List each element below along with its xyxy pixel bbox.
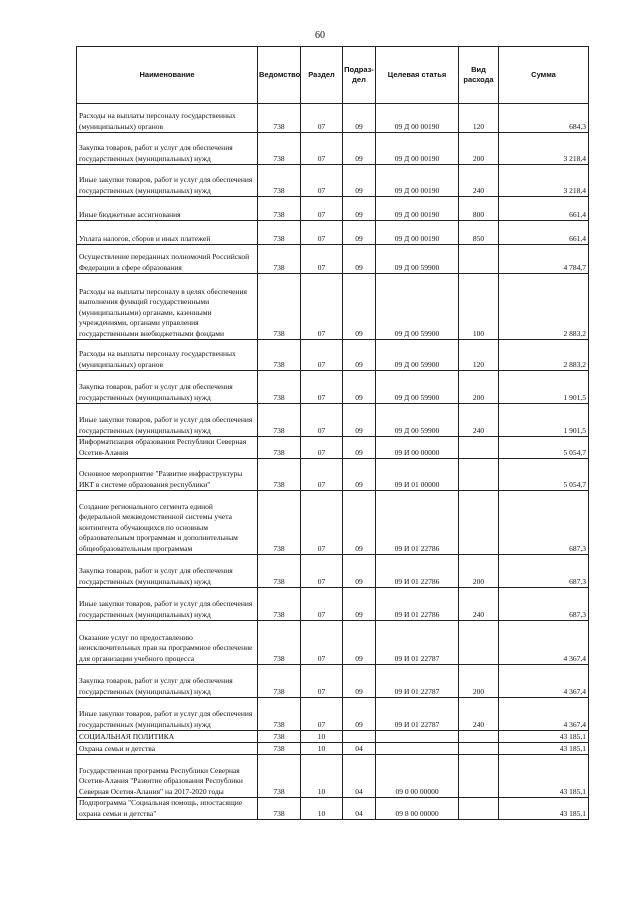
table-row bbox=[77, 437, 589, 459]
table-row bbox=[77, 104, 589, 133]
cell-podrazdel: 09 bbox=[343, 104, 376, 133]
cell-summa: 684,3 bbox=[499, 104, 589, 133]
cell-vedomstvo: 738 bbox=[258, 165, 301, 197]
budget-table bbox=[76, 46, 589, 820]
cell-summa: 687,3 bbox=[499, 491, 589, 555]
cell-vid bbox=[459, 245, 499, 274]
cell-name: Основное мероприятие "Развитие инфраструктуры ИКТ в системе образования республики" bbox=[77, 459, 258, 491]
cell-vedomstvo: 738 bbox=[258, 743, 301, 755]
cell-razdel: 07 bbox=[301, 245, 343, 274]
cell-celevaya: 09 И 01 22786 bbox=[376, 555, 459, 588]
table-row bbox=[77, 221, 589, 245]
cell-summa: 43 185,1 bbox=[499, 755, 589, 798]
cell-name: Расходы на выплаты персоналу государственных (муниципальных) органов bbox=[77, 340, 258, 371]
cell-vedomstvo: 738 bbox=[258, 274, 301, 340]
header-podrazdel: Подраз- дел bbox=[343, 47, 376, 104]
table-row bbox=[77, 588, 589, 621]
cell-celevaya: 09 Д 00 00190 bbox=[376, 133, 459, 165]
cell-vid bbox=[459, 491, 499, 555]
cell-summa: 43 185,1 bbox=[499, 731, 589, 743]
cell-celevaya: 09 Д 00 00190 bbox=[376, 104, 459, 133]
cell-podrazdel: 09 bbox=[343, 221, 376, 245]
cell-summa: 5 054,7 bbox=[499, 459, 589, 491]
cell-vedomstvo: 738 bbox=[258, 555, 301, 588]
cell-celevaya: 09 Д 00 00190 bbox=[376, 197, 459, 221]
cell-name: Расходы на выплаты персоналу государственных (муниципальных) органов bbox=[77, 104, 258, 133]
cell-vid: 200 bbox=[459, 555, 499, 588]
cell-name: Оказание услуг по предоставлению неисключительных прав на программное обеспечение для организации учебного процесса bbox=[77, 621, 258, 665]
cell-celevaya: 09 И 01 22786 bbox=[376, 588, 459, 621]
cell-vid: 240 bbox=[459, 404, 499, 437]
cell-vedomstvo: 738 bbox=[258, 731, 301, 743]
table-row bbox=[77, 340, 589, 371]
cell-name: СОЦИАЛЬНАЯ ПОЛИТИКА bbox=[77, 731, 258, 743]
cell-summa: 2 883,2 bbox=[499, 340, 589, 371]
cell-vid: 120 bbox=[459, 340, 499, 371]
table-row bbox=[77, 621, 589, 665]
table-row bbox=[77, 755, 589, 798]
table-row bbox=[77, 197, 589, 221]
cell-summa: 3 218,4 bbox=[499, 133, 589, 165]
cell-vid: 240 bbox=[459, 698, 499, 731]
cell-podrazdel: 09 bbox=[343, 555, 376, 588]
cell-name: Иные закупки товаров, работ и услуг для обеспечения государственных (муниципальных) нужд bbox=[77, 404, 258, 437]
cell-vedomstvo: 738 bbox=[258, 340, 301, 371]
cell-celevaya: 09 И 01 22787 bbox=[376, 621, 459, 665]
cell-summa: 687,3 bbox=[499, 555, 589, 588]
cell-name: Закупка товаров, работ и услуг для обеспечения государственных (муниципальных) нужд bbox=[77, 555, 258, 588]
cell-vedomstvo: 738 bbox=[258, 698, 301, 731]
cell-summa: 4 784,7 bbox=[499, 245, 589, 274]
cell-celevaya: 09 Д 00 59900 bbox=[376, 404, 459, 437]
cell-celevaya bbox=[376, 731, 459, 743]
cell-celevaya: 09 И 01 22787 bbox=[376, 665, 459, 698]
cell-vedomstvo: 738 bbox=[258, 621, 301, 665]
cell-vid: 120 bbox=[459, 104, 499, 133]
cell-podrazdel: 09 bbox=[343, 588, 376, 621]
cell-summa: 1 901,5 bbox=[499, 371, 589, 404]
table-row bbox=[77, 404, 589, 437]
cell-vid: 240 bbox=[459, 588, 499, 621]
cell-razdel: 07 bbox=[301, 165, 343, 197]
cell-celevaya: 09 И 01 22786 bbox=[376, 491, 459, 555]
cell-summa: 1 901,5 bbox=[499, 404, 589, 437]
cell-razdel: 10 bbox=[301, 731, 343, 743]
cell-vedomstvo: 738 bbox=[258, 371, 301, 404]
cell-razdel: 07 bbox=[301, 621, 343, 665]
cell-summa: 2 883,2 bbox=[499, 274, 589, 340]
cell-celevaya: 09 Д 00 59900 bbox=[376, 274, 459, 340]
cell-vedomstvo: 738 bbox=[258, 459, 301, 491]
cell-name: Информатизация образования Республики Северная Осетия-Алания bbox=[77, 437, 258, 459]
cell-razdel: 07 bbox=[301, 459, 343, 491]
cell-razdel: 07 bbox=[301, 404, 343, 437]
cell-vid: 850 bbox=[459, 221, 499, 245]
table-row bbox=[77, 274, 589, 340]
cell-summa: 661,4 bbox=[499, 221, 589, 245]
table-row bbox=[77, 731, 589, 743]
cell-razdel: 07 bbox=[301, 665, 343, 698]
cell-vid: 200 bbox=[459, 133, 499, 165]
cell-razdel: 07 bbox=[301, 588, 343, 621]
cell-razdel: 07 bbox=[301, 221, 343, 245]
header-razdel: Раздел bbox=[301, 47, 343, 104]
cell-celevaya: 09 Д 00 59900 bbox=[376, 245, 459, 274]
cell-podrazdel: 09 bbox=[343, 404, 376, 437]
cell-summa: 43 185,1 bbox=[499, 798, 589, 820]
cell-name: Иные закупки товаров, работ и услуг для обеспечения государственных (муниципальных) нужд bbox=[77, 165, 258, 197]
cell-vid: 800 bbox=[459, 197, 499, 221]
cell-summa: 5 054,7 bbox=[499, 437, 589, 459]
cell-vedomstvo: 738 bbox=[258, 665, 301, 698]
cell-razdel: 07 bbox=[301, 104, 343, 133]
cell-vid: 200 bbox=[459, 665, 499, 698]
cell-podrazdel: 09 bbox=[343, 274, 376, 340]
cell-vedomstvo: 738 bbox=[258, 133, 301, 165]
cell-vedomstvo: 738 bbox=[258, 588, 301, 621]
header-summa: Сумма bbox=[499, 47, 589, 104]
cell-name: Закупка товаров, работ и услуг для обеспечения государственных (муниципальных) нужд bbox=[77, 133, 258, 165]
cell-vid bbox=[459, 743, 499, 755]
cell-razdel: 07 bbox=[301, 437, 343, 459]
cell-razdel: 07 bbox=[301, 274, 343, 340]
table-row bbox=[77, 371, 589, 404]
cell-name: Закупка товаров, работ и услуг для обеспечения государственных (муниципальных) нужд bbox=[77, 665, 258, 698]
cell-vid bbox=[459, 459, 499, 491]
cell-podrazdel: 09 bbox=[343, 371, 376, 404]
page-number: 60 bbox=[315, 30, 325, 41]
cell-podrazdel: 04 bbox=[343, 743, 376, 755]
table-row bbox=[77, 798, 589, 820]
cell-vid bbox=[459, 437, 499, 459]
cell-celevaya: 09 Д 00 00190 bbox=[376, 165, 459, 197]
cell-vid bbox=[459, 731, 499, 743]
cell-vid bbox=[459, 755, 499, 798]
cell-vid: 200 bbox=[459, 371, 499, 404]
cell-name: Иные закупки товаров, работ и услуг для обеспечения государственных (муниципальных) нужд bbox=[77, 698, 258, 731]
cell-name: Расходы на выплаты персоналу в целях обеспечения выполнения функций государственными (муниципальными) органами, казенными учреждениями, органами управления государственными внебюджетными фондами bbox=[77, 274, 258, 340]
cell-summa: 687,3 bbox=[499, 588, 589, 621]
table-row bbox=[77, 459, 589, 491]
cell-podrazdel bbox=[343, 731, 376, 743]
cell-name: Государственная программа Республики Северная Осетия-Алания "Развитие образования Республики Северная Осетия-Алания" на 2017-2020 годы bbox=[77, 755, 258, 798]
cell-podrazdel: 09 bbox=[343, 491, 376, 555]
cell-celevaya: 09 Д 00 00190 bbox=[376, 221, 459, 245]
cell-name: Иные закупки товаров, работ и услуг для обеспечения государственных (муниципальных) нужд bbox=[77, 588, 258, 621]
cell-razdel: 07 bbox=[301, 371, 343, 404]
cell-podrazdel: 09 bbox=[343, 340, 376, 371]
cell-summa: 43 185,1 bbox=[499, 743, 589, 755]
cell-name: Создание регионального сегмента единой федеральной межведомственной системы учета контингента обучающихся по основным образовательным программам и дополнительным общеобразовательным программам bbox=[77, 491, 258, 555]
cell-razdel: 10 bbox=[301, 755, 343, 798]
header-vedomstvo: Ведомство bbox=[258, 47, 301, 104]
cell-razdel: 07 bbox=[301, 197, 343, 221]
cell-vedomstvo: 738 bbox=[258, 437, 301, 459]
cell-name: Иные бюджетные ассигнования bbox=[77, 197, 258, 221]
cell-summa: 661,4 bbox=[499, 197, 589, 221]
cell-vedomstvo: 738 bbox=[258, 755, 301, 798]
cell-name: Подпрограмма "Социальная помощь, ипостасящие охрана семьи и детства" bbox=[77, 798, 258, 820]
cell-podrazdel: 09 bbox=[343, 197, 376, 221]
table-row bbox=[77, 165, 589, 197]
cell-celevaya: 09 Д 00 59900 bbox=[376, 340, 459, 371]
cell-vid: 240 bbox=[459, 165, 499, 197]
header-name: Наименование bbox=[77, 47, 258, 104]
cell-vedomstvo: 738 bbox=[258, 221, 301, 245]
cell-podrazdel: 09 bbox=[343, 165, 376, 197]
cell-vedomstvo: 738 bbox=[258, 404, 301, 437]
header-vid: Вид расхода bbox=[459, 47, 499, 104]
table-row bbox=[77, 133, 589, 165]
cell-celevaya: 09 Д 00 59900 bbox=[376, 371, 459, 404]
cell-podrazdel: 04 bbox=[343, 798, 376, 820]
cell-celevaya: 09 0 00 00000 bbox=[376, 755, 459, 798]
cell-podrazdel: 04 bbox=[343, 755, 376, 798]
cell-vedomstvo: 738 bbox=[258, 798, 301, 820]
cell-podrazdel: 09 bbox=[343, 437, 376, 459]
cell-celevaya: 09 И 00 00000 bbox=[376, 437, 459, 459]
cell-podrazdel: 09 bbox=[343, 621, 376, 665]
cell-podrazdel: 09 bbox=[343, 133, 376, 165]
header-row bbox=[77, 47, 589, 104]
cell-razdel: 10 bbox=[301, 798, 343, 820]
cell-razdel: 10 bbox=[301, 743, 343, 755]
table-row bbox=[77, 245, 589, 274]
cell-celevaya: 09 8 00 00000 bbox=[376, 798, 459, 820]
table-row bbox=[77, 698, 589, 731]
cell-name: Осуществление переданных полномочий Российской Федерации в сфере образования bbox=[77, 245, 258, 274]
cell-podrazdel: 09 bbox=[343, 245, 376, 274]
cell-celevaya: 09 И 01 00000 bbox=[376, 459, 459, 491]
table-row bbox=[77, 665, 589, 698]
cell-name: Закупка товаров, работ и услуг для обеспечения государственных (муниципальных) нужд bbox=[77, 371, 258, 404]
cell-celevaya bbox=[376, 743, 459, 755]
cell-razdel: 07 bbox=[301, 340, 343, 371]
header-celevaya: Целевая статья bbox=[376, 47, 459, 104]
cell-razdel: 07 bbox=[301, 698, 343, 731]
cell-vid bbox=[459, 621, 499, 665]
cell-name: Охрана семьи и детства bbox=[77, 743, 258, 755]
table-row bbox=[77, 491, 589, 555]
cell-name: Уплата налогов, сборов и иных платежей bbox=[77, 221, 258, 245]
cell-vedomstvo: 738 bbox=[258, 491, 301, 555]
cell-razdel: 07 bbox=[301, 555, 343, 588]
cell-vid bbox=[459, 798, 499, 820]
cell-summa: 4 367,4 bbox=[499, 621, 589, 665]
cell-podrazdel: 09 bbox=[343, 665, 376, 698]
cell-podrazdel: 09 bbox=[343, 698, 376, 731]
cell-vedomstvo: 738 bbox=[258, 197, 301, 221]
cell-vid: 100 bbox=[459, 274, 499, 340]
cell-podrazdel: 09 bbox=[343, 459, 376, 491]
cell-razdel: 07 bbox=[301, 491, 343, 555]
table-row bbox=[77, 555, 589, 588]
cell-vedomstvo: 738 bbox=[258, 245, 301, 274]
cell-razdel: 07 bbox=[301, 133, 343, 165]
cell-summa: 4 367,4 bbox=[499, 698, 589, 731]
cell-vedomstvo: 738 bbox=[258, 104, 301, 133]
cell-celevaya: 09 И 01 22787 bbox=[376, 698, 459, 731]
cell-summa: 4 367,4 bbox=[499, 665, 589, 698]
cell-summa: 3 218,4 bbox=[499, 165, 589, 197]
table-row bbox=[77, 743, 589, 755]
